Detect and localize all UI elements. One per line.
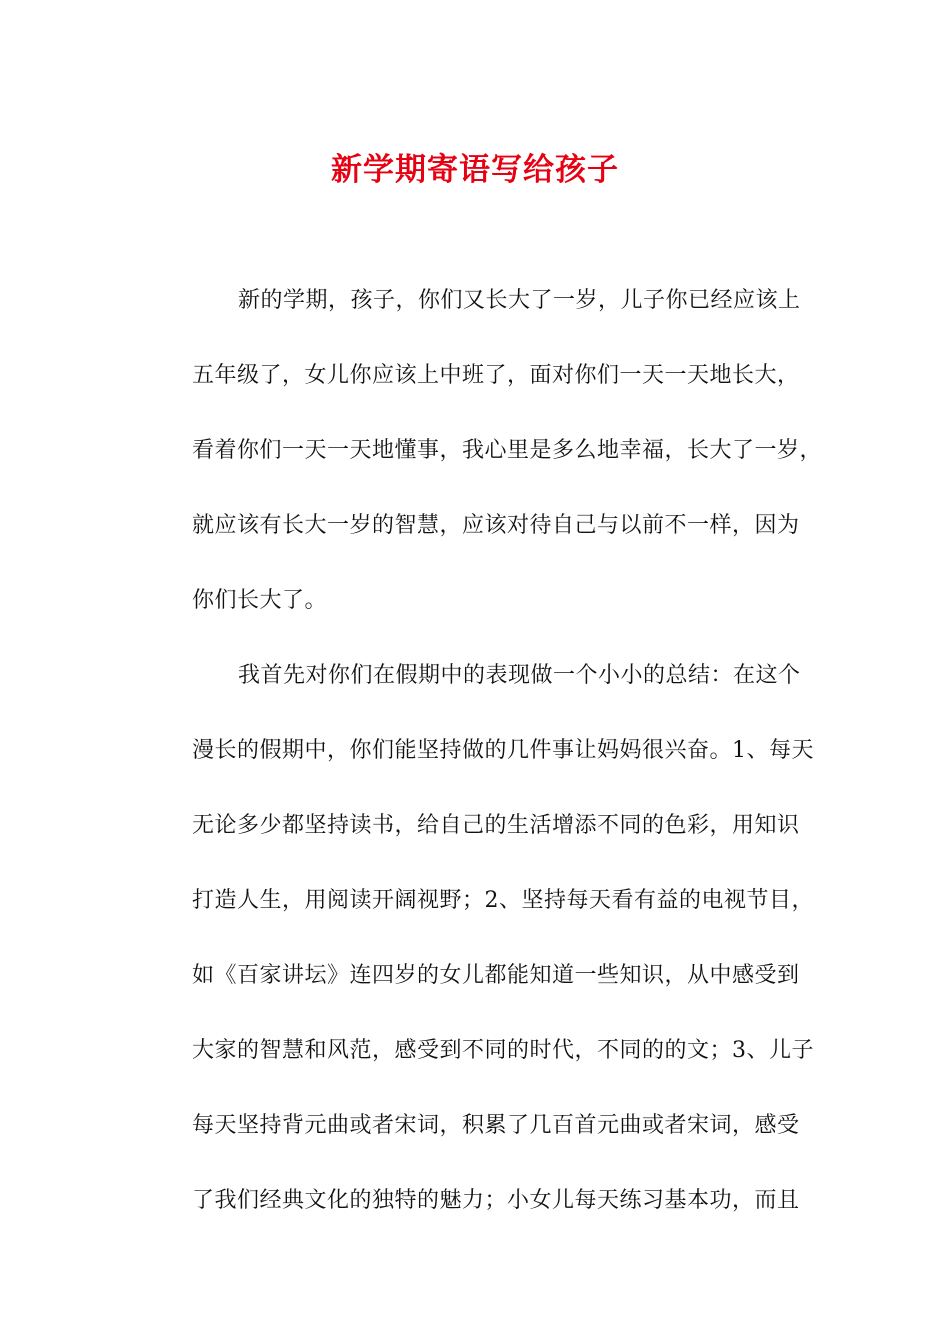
paragraph-2 [146, 657, 814, 1257]
paragraph-line: 就应该有长大一岁的智慧，应该对待自己与以前不一样，因为 [192, 513, 800, 538]
paragraph-line: 看着你们一天一天地懂事，我心里是多么地幸福，长大了一岁， [192, 438, 823, 463]
paragraph-line: 五年级了，女儿你应该上中班了，面对你们一天一天地长大， [192, 363, 800, 388]
paragraph-1 [146, 282, 823, 657]
paragraph-line: 打造人生，用阅读开阔视野；2、坚持每天看有益的电视节目， [192, 888, 814, 913]
document-body [146, 282, 823, 1257]
document-title: 新学期寄语写给孩子 [331, 152, 619, 188]
paragraph-line: 了我们经典文化的独特的魅力；小女儿每天练习基本功，而且 [192, 1188, 800, 1213]
paragraph-line: 漫长的假期中，你们能坚持做的几件事让妈妈很兴奋。1、每天 [192, 738, 814, 763]
paragraph-line: 大家的智慧和风范，感受到不同的时代，不同的的文；3、儿子 [192, 1038, 814, 1063]
paragraph-line: 如《百家讲坛》连四岁的女儿都能知道一些知识，从中感受到 [192, 963, 800, 988]
paragraph-line: 我首先对你们在假期中的表现做一个小小的总结：在这个 [238, 663, 801, 688]
paragraph-line: 每天坚持背元曲或者宋词，积累了几百首元曲或者宋词，感受 [192, 1113, 800, 1138]
paragraph-line: 新的学期，孩子，你们又长大了一岁，儿子你已经应该上 [238, 288, 801, 313]
paragraph-line: 无论多少都坚持读书，给自己的生活增添不同的色彩，用知识 [192, 813, 800, 838]
paragraph-line: 你们长大了。 [192, 588, 328, 613]
